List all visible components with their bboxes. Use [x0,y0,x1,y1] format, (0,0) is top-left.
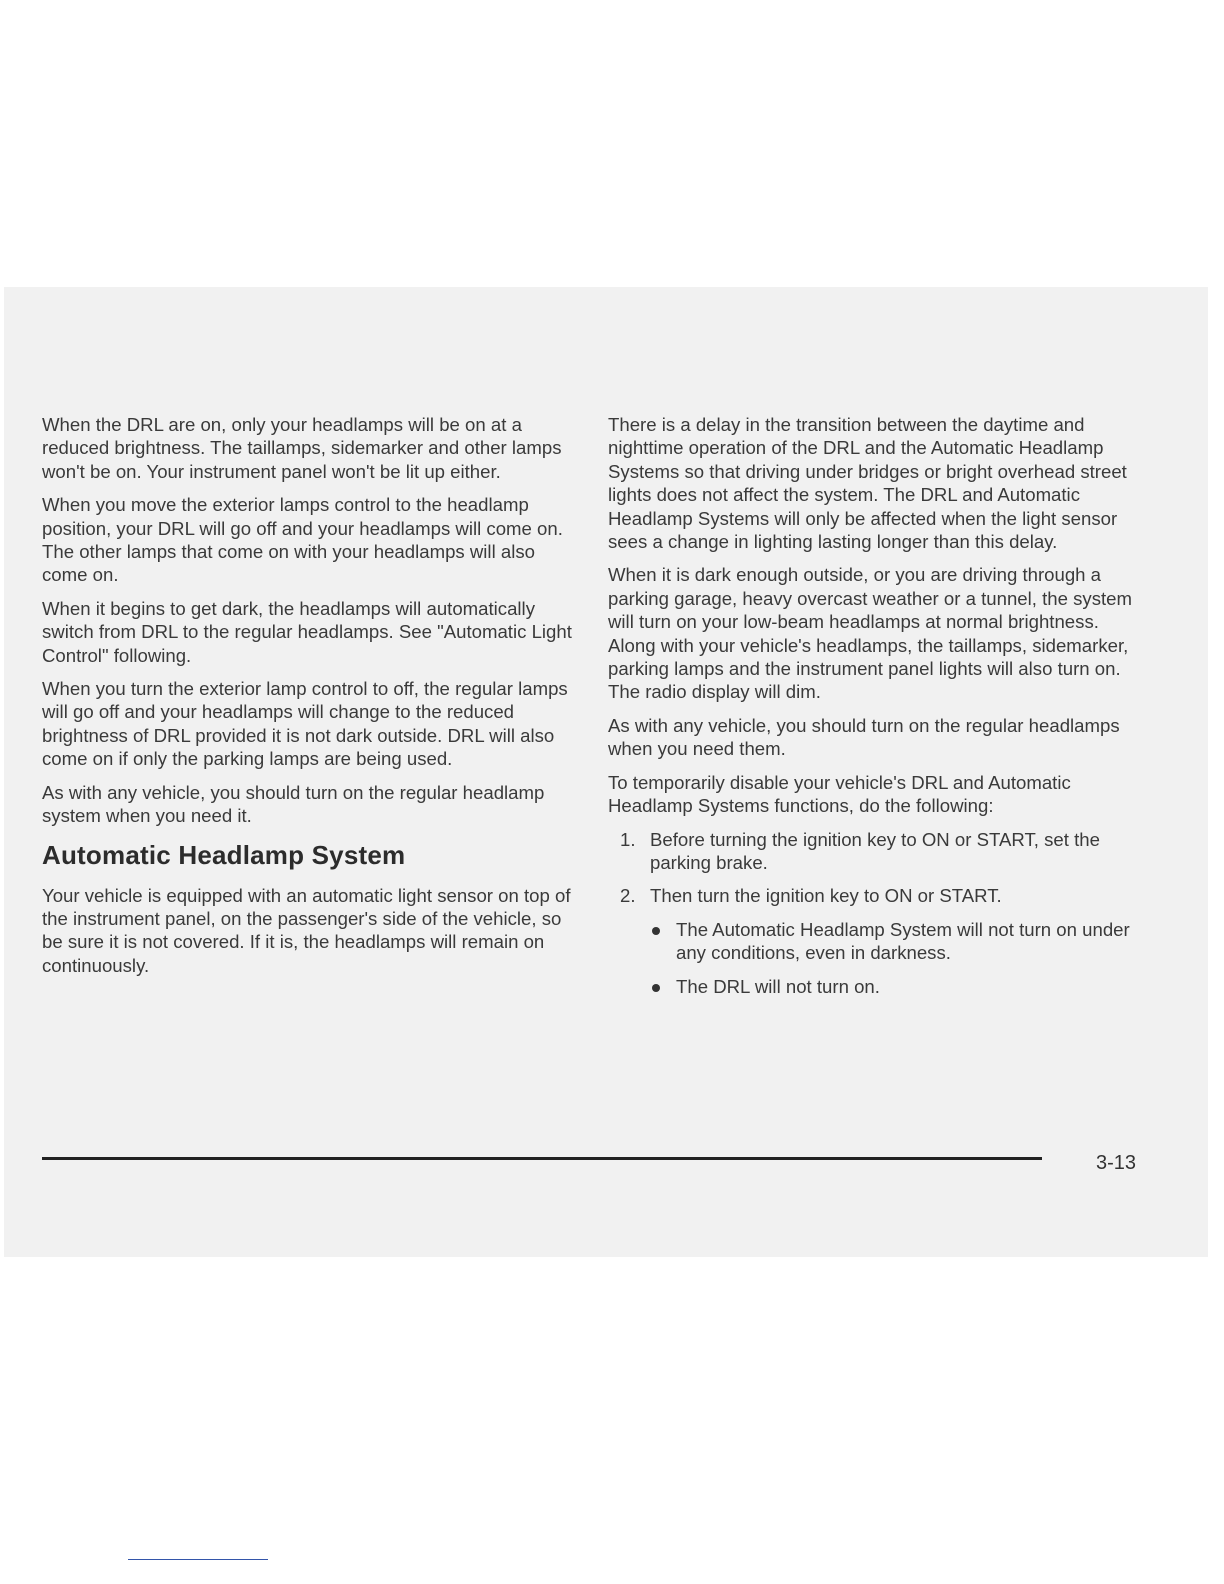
paragraph: When the DRL are on, only your headlamps will be on at a reduced brightness. The taillamps, sidemarker and other lamps won't be on. Your instrument panel won't be lit up either. [42,414,562,482]
step-text: Then turn the ignition key to ON or START. [650,885,1002,907]
bottom-divider [128,1559,268,1560]
bullet-text: The Automatic Headlamp System will not turn on under any conditions, even in darkness. [676,918,1130,964]
footer-rule [42,1157,1042,1160]
bullet-text: The DRL will not turn on. [676,975,880,997]
paragraph: To temporarily disable your vehicle's DRL and Automatic Headlamp Systems functions, do the following: [608,771,1071,817]
left-column [42,413,572,987]
step-number: 2. [620,885,636,907]
step-item [608,828,1148,875]
section-paragraph: Your vehicle is equipped with an automatic light sensor on top of the instrument panel, on the passenger's side of the vehicle, so be sure it is not covered. If it is, the headlamps will remain on continuously. [42,884,571,976]
paragraph: When it is dark enough outside, or you are driving through a parking garage, heavy overcast weather or a tunnel, the system will turn on your low-beam headlamps at normal brightness. Along with your vehicle's headlamps, the taillamps, sidemarker, parking lamps and the instrument panel lights will also turn on. The radio display will dim. [608,564,1133,703]
step-text: Before turning the ignition key to ON or START, set the parking brake. [650,828,1100,873]
step-item [608,884,1148,907]
step-number: 1. [620,828,636,850]
section-heading: Automatic Headlamp System [42,839,406,870]
bullet-list [608,918,1148,998]
bullet-icon [652,927,660,935]
bullet-icon [652,984,660,992]
page-number: 3-13 [1096,1152,1137,1174]
paragraph: As with any vehicle, you should turn on the regular headlamps when you need them. [608,714,1120,760]
paragraph: As with any vehicle, you should turn on the regular headlamp system when you need it. [42,781,545,827]
paragraph: When you turn the exterior lamp control to off, the regular lamps will go off and your headlamps will change to the reduced brightness of DRL provided it is not dark outside. DRL will also come on if only the parking lamps are being used. [42,678,568,770]
steps-list [608,828,1148,908]
paragraph: When it begins to get dark, the headlamps will automatically switch from DRL to the regular headlamps. See "Automatic Light Control" following. [42,597,572,666]
bullet-item [648,918,1148,965]
paragraph: When you move the exterior lamps control to the headlamp position, your DRL will go off and your headlamps will come on. The other lamps that come on with your headlamps will also come on. [42,494,563,586]
bullet-item [648,975,1148,998]
right-column [608,413,1148,1008]
paragraph: There is a delay in the transition between the daytime and nighttime operation of the DRL and the Automatic Headlamp Systems so that driving under bridges or bright overhead street lights does not affect the system. The DRL and Automatic Headlamp Systems will only be affected when the light sensor sees a change in lighting lasting longer than this delay. [608,414,1127,553]
